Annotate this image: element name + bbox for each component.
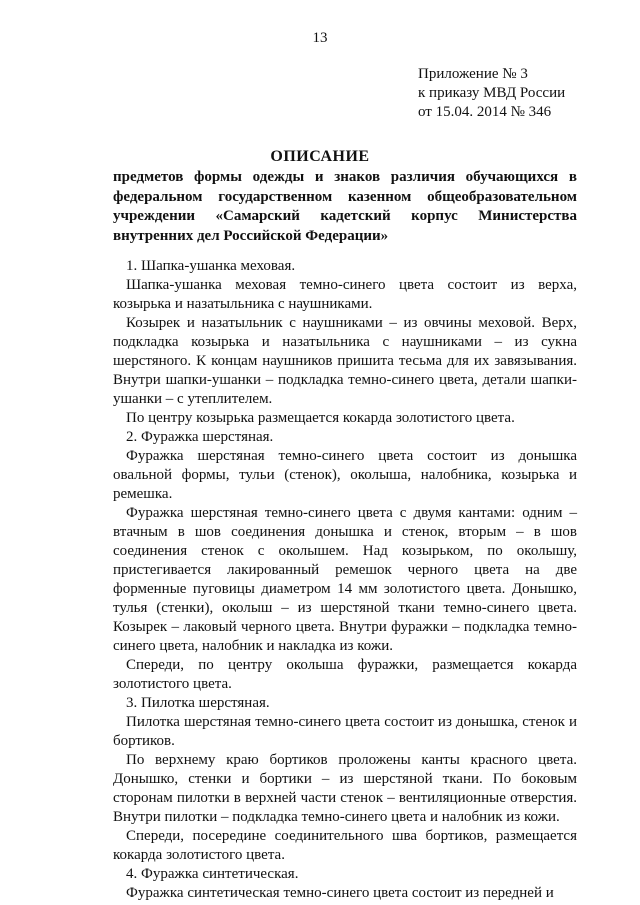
document-title: ОПИСАНИЕ [270,148,370,165]
paragraph: Шапка-ушанка меховая темно-синего цвета состоит из верха, козырька и назатыльника с наушниками. [113,277,577,312]
document-body [113,257,577,903]
paragraph: Спереди, посередине соединительного шва бортиков, размещается кокарда золотистого цвета. [113,828,577,863]
paragraph: 3. Пилотка шерстяная. [126,695,270,711]
appendix-line-1: Приложение № 3 [418,66,528,82]
paragraph: Спереди, по центру околыша фуражки, размещается кокарда золотистого цвета. [113,657,577,692]
paragraph: 1. Шапка-ушанка меховая. [126,258,296,274]
paragraph: Козырек и назатыльник с наушниками – из овчины меховой. Верх, подкладка козырька и назатыльника с наушниками – из сукна шерстяного. К концам наушников пришита тесьма для их завязывания. Внутри шапки-ушанки – подкладка темно-синего цвета, детали шапки-ушанки – с утеплителем. [113,315,577,407]
paragraph: Фуражка синтетическая темно-синего цвета состоит из передней и [126,885,554,901]
appendix-block [418,65,565,122]
document-subtitle: предметов формы одежды и знаков различия обучающихся в федеральном государственном казенном общеобразовательном учреждении «Самарский кадетский корпус Министерства внутренних дел Российской Федерации» [113,169,577,244]
paragraph: Фуражка шерстяная темно-синего цвета состоит из донышка овальной формы, тульи (стенок), околыша, налобника, козырька и ремешка. [113,448,577,502]
paragraph: 2. Фуражка шерстяная. [126,429,274,445]
paragraph: Фуражка шерстяная темно-синего цвета с двумя кантами: одним – втачным в шов соединения донышка и стенок, вторым – в шов соединения стенок с околышем. Над козырьком, по околышу, пристегивается лакированный ремешок черного цвета на две форменные пуговицы диаметром 14 мм золотистого цвета. Донышко, тулья (стенки), околыш – из шерстяной ткани темно-синего цвета. Козырек – лаковый черного цвета. Внутри фуражки – подкладка темно-синего цвета, налобник и накладка из кожи. [113,505,577,654]
paragraph: Пилотка шерстяная темно-синего цвета состоит из донышка, стенок и бортиков. [113,714,577,749]
paragraph: По центру козырька размещается кокарда золотистого цвета. [126,410,515,426]
appendix-line-2: к приказу МВД России [418,85,566,101]
appendix-line-3: от 15.04. 2014 № 346 [418,104,552,120]
paragraph: По верхнему краю бортиков проложены канты красного цвета. Донышко, стенки и бортики – из шерстяной ткани. По боковым сторонам пилотки в верхней части стенок – вентиляционные отверстия. Внутри пилотки – подкладка темно-синего цвета и налобник из кожи. [113,752,577,825]
page-number: 13 [312,30,328,46]
paragraph: 4. Фуражка синтетическая. [126,866,299,882]
